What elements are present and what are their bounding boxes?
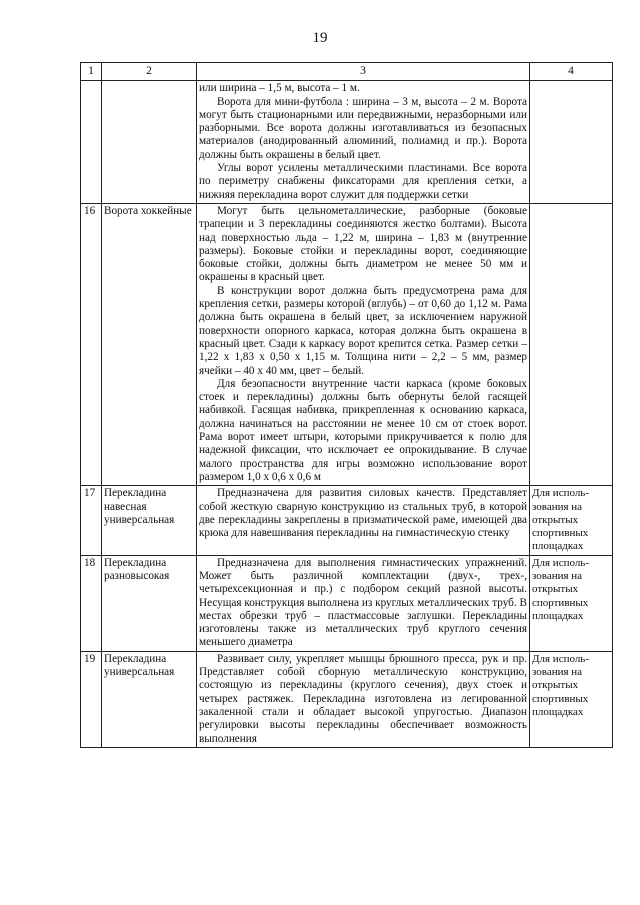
item-usage: [530, 203, 613, 485]
item-description: [197, 486, 530, 555]
table-row: [81, 203, 613, 485]
item-name: [102, 81, 197, 204]
row-number: 19: [81, 651, 102, 747]
row-number: 17: [81, 486, 102, 555]
item-description: [197, 651, 530, 747]
item-name: Ворота хоккейные: [102, 203, 197, 485]
table-row: [81, 651, 613, 747]
description-paragraph: Развивает силу, укрепляет мышцы брюшного пресса, рук и пр. Представляет собой сборную металлическую конструкцию, состоящую из перекладины (круглого сечения), двух стоек и четырех растяжек. Перекладина изготовлена из легированной закаленной стали и обладает высокой упругостью. Диапазон регулировки высоты перекладины обеспечивает возможность выполнения: [199, 652, 527, 745]
item-name: Перекладина навесная универсальная: [102, 486, 197, 555]
item-description: [197, 81, 530, 204]
item-usage: Для исполь-зования на открытых спортивных площадках: [530, 555, 613, 651]
description-paragraph: Ворота для мини-футбола : ширина – 3 м, высота – 2 м. Ворота могут быть стационарными или передвижными, неразборными или разборными. Все ворота должны изготавливаться из безопасных материалов (анодированный алюминий, полиамид и пр.). Ворота должны быть окрашены в белый цвет.: [199, 95, 527, 161]
row-number: [81, 81, 102, 204]
table-header-row: [81, 63, 613, 81]
column-header-1: 1: [81, 63, 102, 81]
description-paragraph: В конструкции ворот должна быть предусмотрена рама для крепления сетки, размеры которой (вглубь) – от 0,60 до 1,12 м. Рама должна быть окрашена в белый цвет, за исключением наружной поверхности опорного каркаса, которая должна быть окрашена в красный цвет. Сзади к каркасу ворот крепится сетка. Размер сетки – 1,22 х 1,83 х 0,50 х 1,15 м. Толщина нити – 2,2 – 5 мм, размер ячейки – 40 х 40 мм, цвет – белый.: [199, 284, 527, 377]
table-row: [81, 555, 613, 651]
description-paragraph: Предназначена для развития силовых качеств. Представляет собой жесткую сварную конструкцию из стальных труб, в которой две перекладины закреплены в призматической раме, имеющей два крюка для навешивания перекладины на гимнастическую стенку: [199, 487, 527, 540]
description-paragraph: Могут быть цельнометаллические, разборные (боковые трапеции и 3 перекладины соединяются жестко болтами). Высота над поверхностью льда – 1,22 м, ширина – 1,83 м (внутренние размеры). Боковые стойки и перекладины ворот, соединяющие боковые стойки, должны быть диаметром не менее 50 мм и окрашены в красный цвет.: [199, 204, 527, 284]
item-usage: [530, 81, 613, 204]
row-number: 16: [81, 203, 102, 485]
table-row: [81, 486, 613, 555]
equipment-table: [80, 62, 613, 748]
row-number: 18: [81, 555, 102, 651]
column-header-3: 3: [197, 63, 530, 81]
description-paragraph: или ширина – 1,5 м, высота – 1 м.: [199, 82, 360, 95]
description-paragraph: Предназначена для выполнения гимнастических упражнений. Может быть различной комплектации (двух-, трех-, четырехсекционная и пр.) с подбором секций разной высоты. Несущая конструкция выполнена из круглых металлических труб. В местах обрезки труб – пластмассовые заглушки. Перекладины изготовлены также из металлических труб круглого сечения меньшего диаметра: [199, 556, 527, 649]
description-paragraph: Углы ворот усилены металлическими пластинами. Все ворота по периметру снабжены фиксаторами для крепления сетки, а нижняя перекладина ворот служит для поддержки сетки: [199, 162, 527, 201]
page-number: 19: [312, 30, 328, 46]
item-description: [197, 203, 530, 485]
item-description: [197, 555, 530, 651]
column-header-4: 4: [530, 63, 613, 81]
column-header-2: 2: [102, 63, 197, 81]
item-name: Перекладина универсальная: [102, 651, 197, 747]
item-usage: Для исполь-зования на открытых спортивных площадках: [530, 651, 613, 747]
item-usage: Для исполь-зования на открытых спортивных площадках: [530, 486, 613, 555]
item-name: Перекладина разновысокая: [102, 555, 197, 651]
table-row: [81, 81, 613, 204]
description-paragraph: Для безопасности внутренние части каркаса (кроме боковых стоек и перекладины) должны быть обернуты белой гасящей набивкой. Гасящая набивка, прикрепленная к основанию каркаса, должна начинаться на расстоянии не менее 10 см от стоек ворот. Рама ворот имеет штыри, которыми прикручивается к полю для надежной фиксации, что исключает ее опрокидывание. В случае малого пространства для игры возможно использование ворот размером 1,0 х 0,6 х 0,6 м: [199, 377, 527, 483]
